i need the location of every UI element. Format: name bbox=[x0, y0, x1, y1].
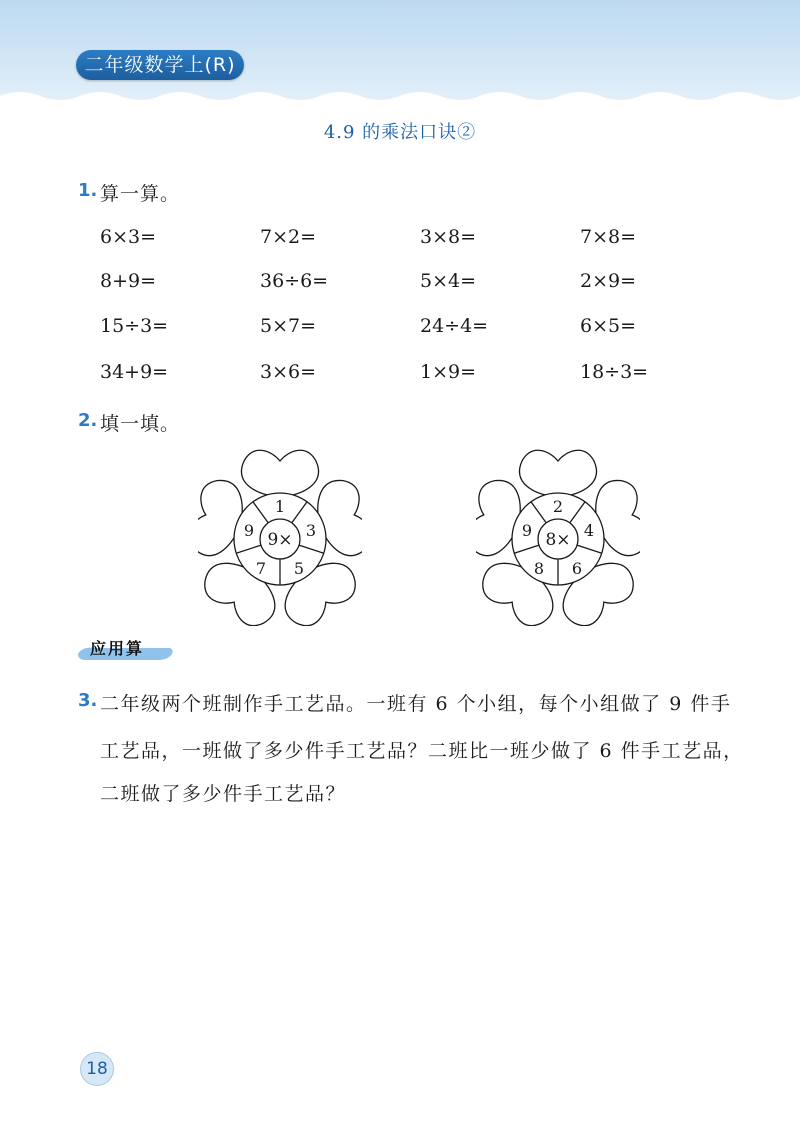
q1-expr: 7×2= bbox=[260, 226, 317, 248]
lesson-title: 4.9 的乘法口诀② bbox=[323, 122, 477, 143]
flower-1-petal: 1 bbox=[274, 497, 286, 516]
q1-expr: 8+9= bbox=[100, 270, 157, 292]
flower-diagram-2 bbox=[476, 448, 640, 626]
flower-2-petal: 8 bbox=[533, 559, 545, 578]
q1-expr: 34+9= bbox=[100, 361, 169, 383]
q1-expr: 24÷4= bbox=[420, 315, 489, 337]
q1-expr: 2×9= bbox=[580, 270, 637, 292]
flower-diagram-1 bbox=[198, 448, 362, 626]
flower-1-petal: 3 bbox=[305, 521, 317, 540]
q3-text-line: 二班做了多少件手工艺品？ bbox=[100, 783, 347, 805]
q1-expr: 5×4= bbox=[420, 270, 477, 292]
flower-2-petal: 4 bbox=[583, 521, 595, 540]
q3-text-line: 工艺品，一班做了多少件手工艺品？二班比一班少做了 6 件手工艺品， bbox=[100, 740, 744, 762]
flower-1-center: 9× bbox=[267, 530, 293, 550]
q1-number: 1. bbox=[78, 180, 98, 201]
q1-expr: 18÷3= bbox=[580, 361, 649, 383]
q3-number: 3. bbox=[78, 690, 98, 711]
q3-text-line: 二年级两个班制作手工艺品。一班有 6 个小组，每个小组做了 9 件手 bbox=[100, 693, 732, 715]
page-number: 18 bbox=[80, 1052, 114, 1086]
flower-2-petal: 9 bbox=[521, 521, 533, 540]
section-label: 应用算 bbox=[90, 639, 145, 658]
q1-expr: 15÷3= bbox=[100, 315, 169, 337]
flower-1-petal: 7 bbox=[255, 559, 267, 578]
flower-2-center: 8× bbox=[545, 530, 571, 550]
q1-expr: 3×8= bbox=[420, 226, 477, 248]
q2-number: 2. bbox=[78, 410, 98, 431]
q1-title: 算一算。 bbox=[100, 183, 181, 205]
flower-2-petal: 2 bbox=[552, 497, 564, 516]
q1-expr: 3×6= bbox=[260, 361, 317, 383]
q1-expr: 5×7= bbox=[260, 315, 317, 337]
q2-title: 填一填。 bbox=[100, 413, 181, 435]
q1-expr: 6×3= bbox=[100, 226, 157, 248]
q1-expr: 6×5= bbox=[580, 315, 637, 337]
flower-1-petal: 5 bbox=[293, 559, 305, 578]
flower-1-petal: 9 bbox=[243, 521, 255, 540]
flower-2-petal: 6 bbox=[571, 559, 583, 578]
q1-expr: 36÷6= bbox=[260, 270, 329, 292]
grade-badge: 二年级数学上(R) bbox=[76, 50, 244, 80]
q1-expr: 1×9= bbox=[420, 361, 477, 383]
q1-expr: 7×8= bbox=[580, 226, 637, 248]
